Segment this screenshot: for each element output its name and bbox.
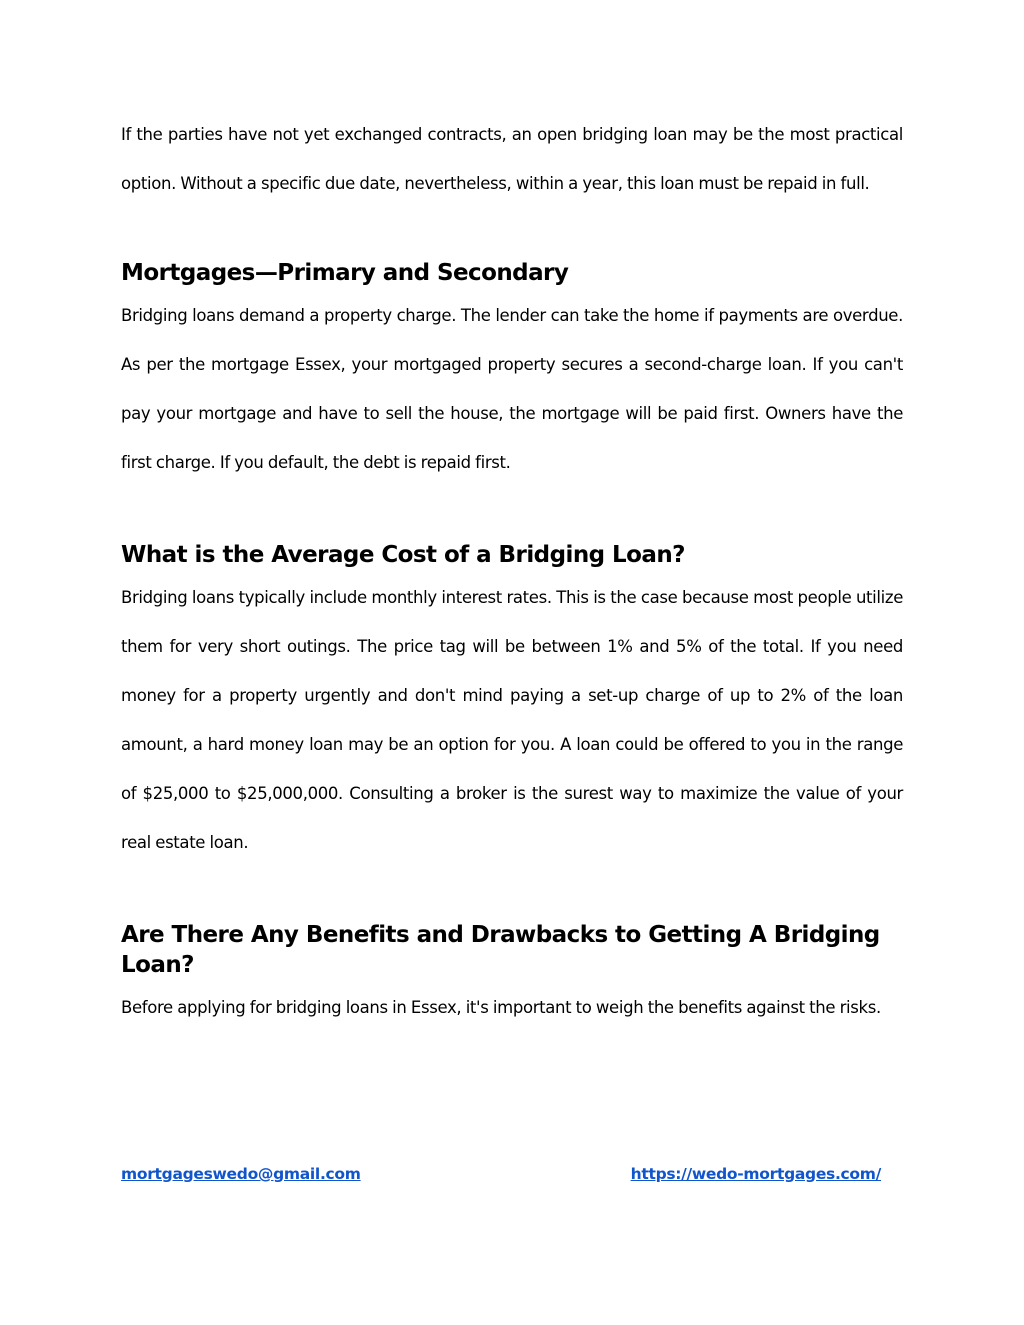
intro-paragraph: If the parties have not yet exchanged contracts, an open bridging loan may be the most practical option. Without a specific due date, nevertheless, within a year, this loan must be repaid in full. (121, 125, 903, 193)
email-link[interactable]: mortgageswedo@gmail.com (121, 1165, 361, 1183)
website-link[interactable]: https://wedo-mortgages.com/ (630, 1165, 881, 1183)
footer (121, 1165, 881, 1189)
document-content (121, 110, 903, 1032)
section-paragraph-average-cost: Bridging loans typically include monthly interest rates. This is the case because most people utilize them for very short outings. The price tag will be between 1% and 5% of the total. If you need money for a property urgently and don't mind paying a set-up charge of up to 2% of the loan amount, a hard money loan may be an option for you. A loan could be offered to you in the range of $25,000 to $25,000,000. Consulting a broker is the surest way to maximize the value of your real estate loan. (121, 588, 903, 852)
section-heading-benefits-drawbacks: Are There Any Benefits and Drawbacks to Getting A Bridging Loan? (121, 922, 880, 978)
section-heading-average-cost: What is the Average Cost of a Bridging Loan? (121, 542, 685, 568)
section-paragraph-mortgages: Bridging loans demand a property charge. The lender can take the home if payments are overdue. As per the mortgage Essex, your mortgaged property secures a second-charge loan. If you can't pay your mortgage and have to sell the house, the mortgage will be paid first. Owners have the first charge. If you default, the debt is repaid first. (121, 306, 903, 472)
section-paragraph-benefits-drawbacks: Before applying for bridging loans in Essex, it's important to weigh the benefits against the risks. (121, 998, 881, 1017)
section-heading-mortgages: Mortgages—Primary and Secondary (121, 260, 569, 286)
